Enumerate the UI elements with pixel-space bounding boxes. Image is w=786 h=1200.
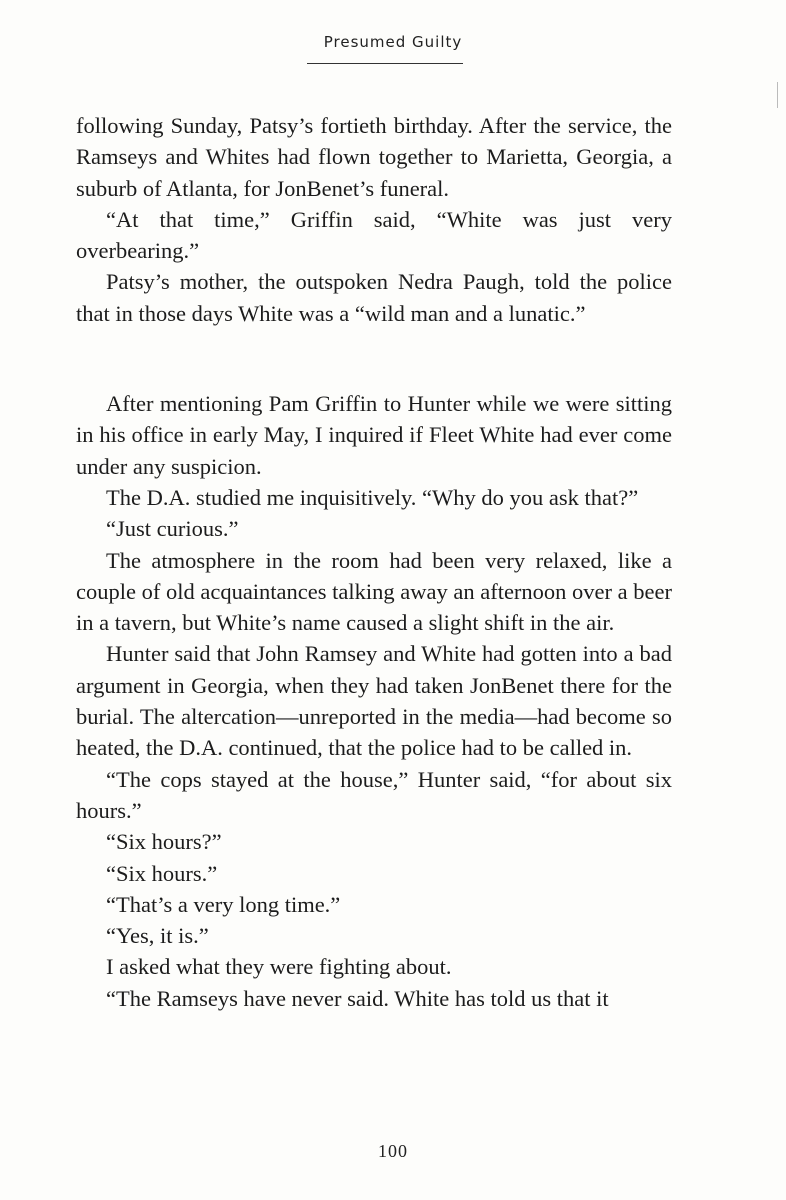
paragraph-section-start: After mentioning Pam Griffin to Hunter while we were sitting in his office in early May, I inquired if Fleet White had ever come under any suspicion.	[76, 391, 672, 479]
paragraph: “At that time,” Griffin said, “White was just very overbearing.”	[76, 206, 672, 264]
paragraph: “That’s a very long time.”	[106, 891, 341, 917]
paragraph: I asked what they were fighting about.	[106, 954, 452, 980]
paragraph: The D.A. studied me inquisitively. “Why do you ask that?”	[106, 484, 639, 510]
paragraph: Hunter said that John Ramsey and White had gotten into a bad argument in Georgia, when they had taken JonBenet there for the burial. The altercation—unreported in the media—had become so heated, the D.A. continued, that the police had to be called in.	[76, 641, 672, 761]
paragraph: “Six hours.”	[106, 860, 218, 886]
body-text	[76, 110, 672, 1014]
header-rule	[307, 63, 463, 64]
paragraph: Patsy’s mother, the outspoken Nedra Paugh, told the police that in those days White was a “wild man and a lunatic.”	[76, 269, 672, 326]
paragraph: “Just curious.”	[106, 516, 239, 542]
page-number: 100	[378, 1141, 408, 1161]
running-head: Presumed Guilty	[323, 33, 463, 51]
paragraph-continued: following Sunday, Patsy’s fortieth birthday. After the service, the Ramseys and Whites had flown together to Marietta, Georgia, a suburb of Atlanta, for JonBenet’s funeral.	[76, 113, 672, 201]
page-edge-mark	[777, 82, 778, 108]
paragraph: “The Ramseys have never said. White has told us that it	[106, 985, 609, 1011]
paragraph: “Yes, it is.”	[106, 923, 209, 949]
paragraph: “Six hours?”	[106, 829, 222, 855]
paragraph: “The cops stayed at the house,” Hunter said, “for about six hours.”	[76, 766, 672, 823]
paragraph: The atmosphere in the room had been very relaxed, like a couple of old acquaintances talking away an afternoon over a beer in a tavern, but White’s name caused a slight shift in the air.	[76, 547, 672, 636]
